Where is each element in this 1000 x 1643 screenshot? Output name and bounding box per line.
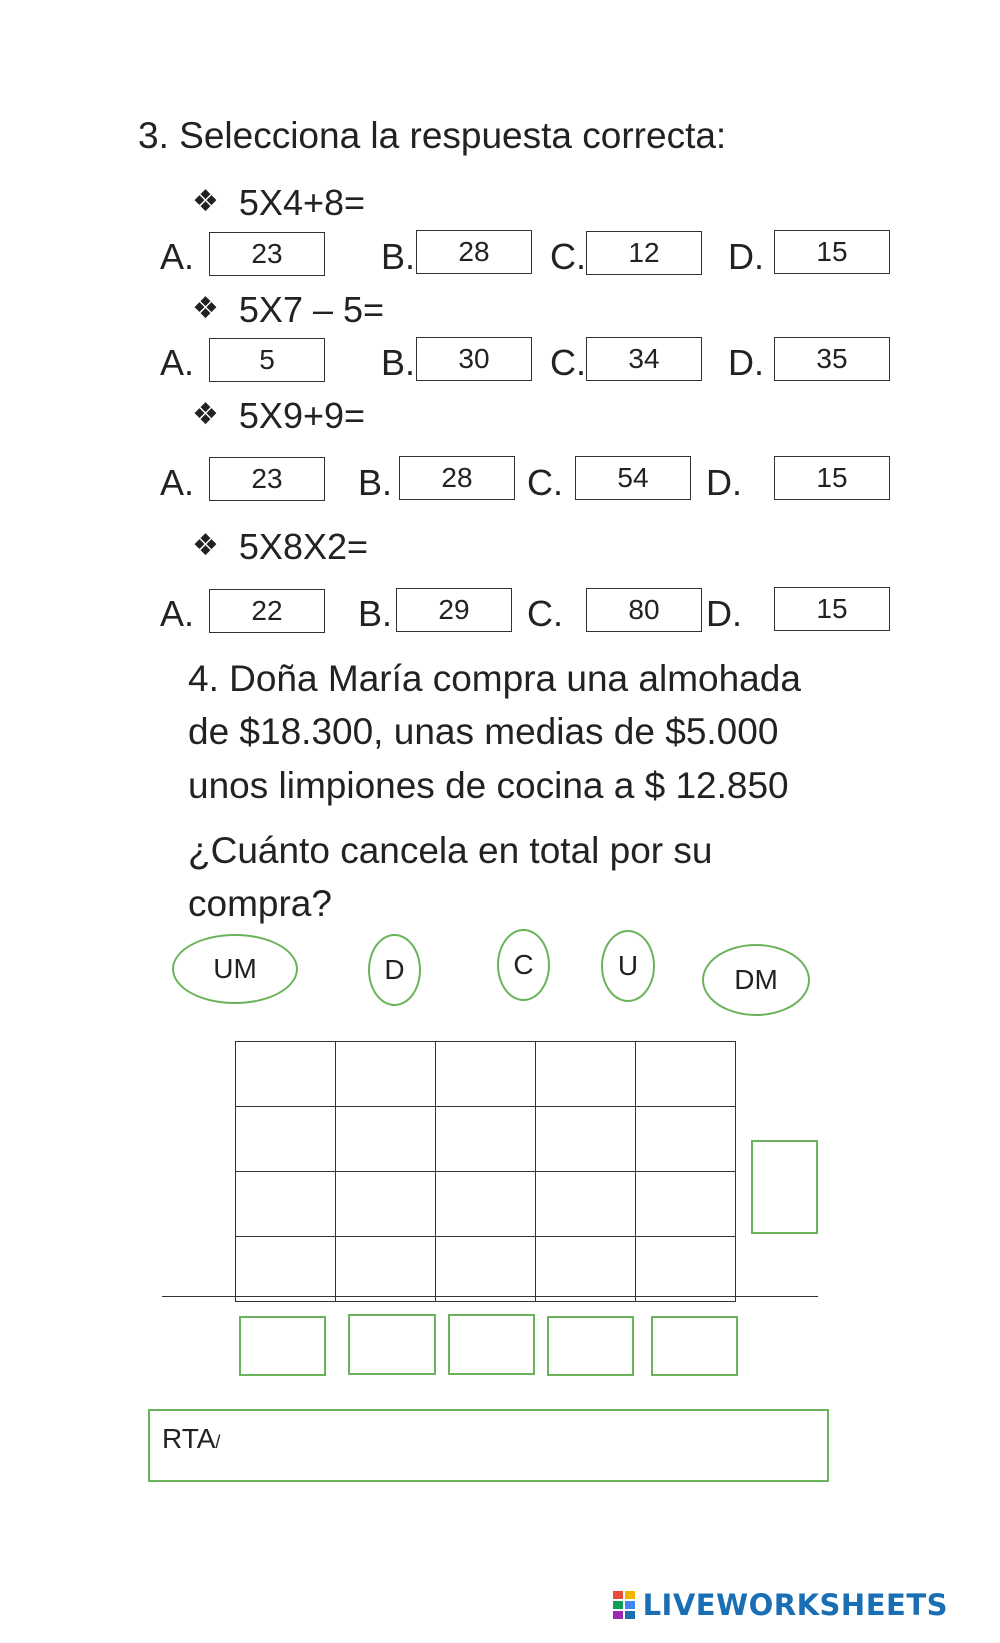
q3-option-d[interactable]: 15 — [774, 456, 890, 500]
grid-cell — [336, 1107, 436, 1172]
q4-option-c[interactable]: 80 — [586, 588, 702, 632]
grid-cell — [636, 1237, 736, 1302]
q2-option-d-letter: D. — [728, 342, 764, 383]
q1-option-c-letter: C. — [550, 236, 586, 277]
grid-cell — [636, 1107, 736, 1172]
q1-option-a[interactable]: 23 — [209, 232, 325, 276]
q2-option-d[interactable]: 35 — [774, 337, 890, 381]
question-1-expression: ❖ 5X4+8= — [192, 182, 366, 223]
grid-cell — [336, 1172, 436, 1237]
sum-line — [162, 1296, 818, 1297]
grid-cell — [636, 1042, 736, 1107]
result-digit-input[interactable] — [547, 1316, 634, 1376]
grid-row — [236, 1107, 736, 1172]
q2-option-b[interactable]: 30 — [416, 337, 532, 381]
q2-option-a[interactable]: 5 — [209, 338, 325, 382]
answer-input[interactable] — [148, 1409, 829, 1482]
q1-option-c[interactable]: 12 — [586, 231, 702, 275]
q1-option-b[interactable]: 28 — [416, 230, 532, 274]
logo-text: LIVEWORKSHEETS — [642, 1588, 948, 1622]
result-digit-input[interactable] — [239, 1316, 326, 1376]
logo-icon — [613, 1591, 637, 1619]
grid-cell — [436, 1237, 536, 1302]
place-value-c[interactable]: C — [497, 929, 550, 1001]
bullet-icon: ❖ — [192, 291, 219, 326]
q3-option-a-letter: A. — [160, 462, 195, 503]
question-2-expression: ❖ 5X7 – 5= — [192, 289, 385, 330]
q2-option-b-letter: B. — [381, 342, 416, 383]
section-3-title: 3. Selecciona la respuesta correcta: — [138, 115, 727, 156]
bullet-icon: ❖ — [192, 528, 219, 563]
result-digit-input[interactable] — [651, 1316, 738, 1376]
question-line-1: ¿Cuánto cancela en total por su — [188, 830, 713, 871]
problem-line-3: unos limpiones de cocina a $ 12.850 — [188, 765, 789, 806]
q3-option-d-letter: D. — [706, 462, 742, 503]
grid-cell — [536, 1107, 636, 1172]
bullet-icon: ❖ — [192, 184, 219, 219]
q1-option-d-letter: D. — [728, 236, 764, 277]
grid-cell — [536, 1237, 636, 1302]
place-value-u[interactable]: U — [601, 930, 655, 1002]
q2-option-c-letter: C. — [550, 342, 586, 383]
operator-input[interactable] — [751, 1140, 818, 1234]
grid-cell — [436, 1172, 536, 1237]
liveworksheets-logo — [613, 1588, 948, 1622]
grid-row — [236, 1042, 736, 1107]
addition-grid — [235, 1041, 736, 1302]
place-value-d[interactable]: D — [368, 934, 421, 1006]
q4-option-b[interactable]: 29 — [396, 588, 512, 632]
question-line-2: compra? — [188, 883, 332, 924]
q2-option-c[interactable]: 34 — [586, 337, 702, 381]
result-digit-input[interactable] — [448, 1314, 535, 1375]
problem-line-1: 4. Doña María compra una almohada — [188, 658, 801, 699]
grid-cell — [336, 1237, 436, 1302]
q3-option-c-letter: C. — [527, 462, 563, 503]
grid-cell — [236, 1172, 336, 1237]
result-digit-input[interactable] — [348, 1314, 436, 1375]
grid-cell — [636, 1172, 736, 1237]
grid-row — [236, 1172, 736, 1237]
grid-row — [236, 1237, 736, 1302]
grid-cell — [436, 1107, 536, 1172]
question-4-expression: ❖ 5X8X2= — [192, 526, 369, 567]
grid-cell — [436, 1042, 536, 1107]
q4-option-b-letter: B. — [358, 593, 393, 634]
q4-option-a-letter: A. — [160, 593, 195, 634]
q3-option-a[interactable]: 23 — [209, 457, 325, 501]
q4-option-a[interactable]: 22 — [209, 589, 325, 633]
q3-option-b[interactable]: 28 — [399, 456, 515, 500]
q1-option-b-letter: B. — [381, 236, 416, 277]
grid-cell — [236, 1237, 336, 1302]
grid-cell — [236, 1107, 336, 1172]
q1-option-d[interactable]: 15 — [774, 230, 890, 274]
place-value-um[interactable]: UM — [172, 934, 298, 1004]
grid-cell — [236, 1042, 336, 1107]
q3-option-b-letter: B. — [358, 462, 393, 503]
grid-cell — [536, 1042, 636, 1107]
answer-label: RTA/ — [162, 1423, 221, 1454]
q2-option-a-letter: A. — [160, 342, 195, 383]
problem-line-2: de $18.300, unas medias de $5.000 — [188, 711, 779, 752]
grid-cell — [536, 1172, 636, 1237]
q1-option-a-letter: A. — [160, 236, 195, 277]
q4-option-d-letter: D. — [706, 593, 742, 634]
q3-option-c[interactable]: 54 — [575, 456, 691, 500]
grid-cell — [336, 1042, 436, 1107]
q4-option-d[interactable]: 15 — [774, 587, 890, 631]
place-value-dm[interactable]: DM — [702, 944, 810, 1016]
bullet-icon: ❖ — [192, 397, 219, 432]
question-3-expression: ❖ 5X9+9= — [192, 395, 366, 436]
q4-option-c-letter: C. — [527, 593, 563, 634]
